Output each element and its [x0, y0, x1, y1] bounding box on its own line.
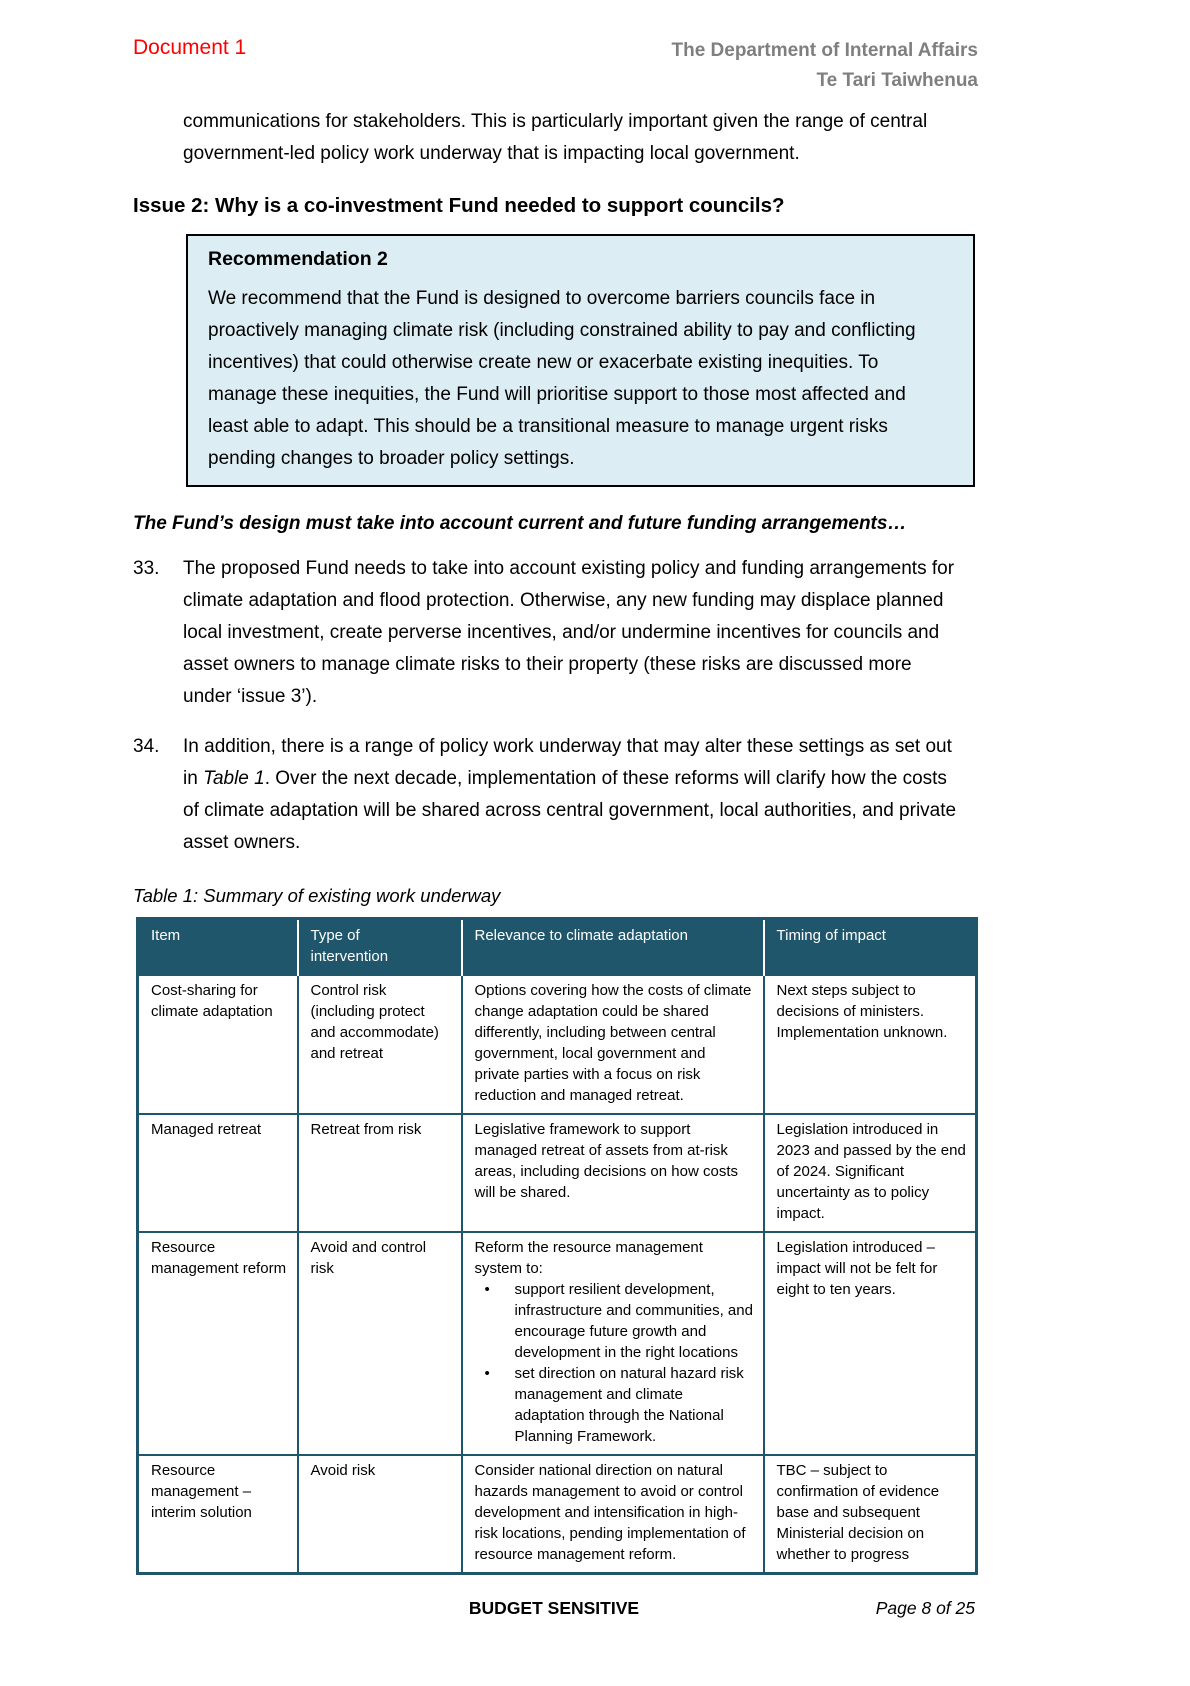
table-row-rm-interim — [138, 1455, 977, 1574]
cell-relevance-intro: Reform the resource management system to: — [474, 1239, 703, 1277]
header-cell-type — [298, 919, 462, 976]
recommendation-text: We recommend that the Fund is designed to overcome barriers councils face in proactively managing climate risk (including constrained ability to pay and conflicting incentives) that could otherwise create new or exacerbate existing inequities. To manage these inequities, the Fund will prioritise support to those most affected and least able to adapt. This should be a transitional measure to manage urgent risks pending changes to broader policy settings. — [208, 288, 916, 469]
issue-heading: Issue 2: Why is a co-investment Fund needed to support councils? — [133, 194, 785, 217]
cell-timing: Next steps subject to decisions of ministers. Implementation unknown. — [764, 975, 977, 1114]
paragraph-33-number: 33. — [133, 558, 160, 579]
funding-arrangements-subheading: The Fund’s design must take into account current and future funding arrangements… — [133, 513, 907, 534]
paragraph-34 — [133, 731, 964, 859]
paragraph-34-number: 34. — [133, 736, 160, 757]
bullet-item: • support resilient development, infrastructure and communities, and encourage future growth and development in the right locations — [475, 1279, 755, 1363]
cell-type: Control risk (including protect and accommodate) and retreat — [298, 975, 462, 1114]
cell-type: Avoid risk — [298, 1455, 462, 1574]
table-header-row — [138, 919, 977, 976]
bullet-item: • set direction on natural hazard risk management and climate adaptation through the National Planning Framework. — [475, 1363, 755, 1447]
header-cell-timing: Timing of impact — [764, 919, 977, 976]
cell-item: Managed retreat — [138, 1114, 298, 1232]
organisation-name-english: The Department of Internal Affairs — [671, 40, 978, 61]
cell-item: Resource management – interim solution — [138, 1455, 298, 1574]
organisation-name — [671, 36, 978, 96]
table-row-cost-sharing — [138, 975, 977, 1114]
table-caption: Table 1: Summary of existing work underway — [133, 885, 501, 906]
paragraph-33 — [133, 553, 964, 713]
classification-label: BUDGET SENSITIVE — [468, 1598, 640, 1618]
table-row-managed-retreat — [138, 1114, 977, 1232]
document-label: Document 1 — [133, 36, 247, 59]
cell-timing: Legislation introduced – impact will not be felt for eight to ten years. — [764, 1232, 977, 1455]
recommendation-title: Recommendation 2 — [208, 248, 388, 270]
cell-relevance: Consider national direction on natural hazards management to avoid or control development and intensification in high-risk locations, pending implementation of resource management reform. — [462, 1455, 764, 1574]
cell-type: Retreat from risk — [298, 1114, 462, 1232]
intro-paragraph: communications for stakeholders. This is particularly important given the range of central government-led policy work underway that is impacting local government. — [183, 111, 928, 164]
paragraph-34-text-before: In addition, there is a range of policy work underway that may alter these settings as set out in — [183, 736, 952, 789]
cell-relevance-bullet-list — [475, 1279, 755, 1447]
existing-work-table — [136, 917, 978, 1575]
page-footer — [133, 1598, 975, 1622]
paragraph-33-text: The proposed Fund needs to take into account existing policy and funding arrangements for climate adaptation and flood protection. Otherwise, any new funding may displace planned local investment, create perverse incentives, and/or undermine incentives for councils and asset owners to manage climate risks to their property (these risks are discussed more under ‘issue 3’). — [183, 558, 955, 707]
paragraph-34-text — [183, 731, 964, 859]
cell-relevance — [462, 1232, 764, 1455]
page-header — [133, 36, 978, 96]
cell-type: Avoid and control risk — [298, 1232, 462, 1455]
cell-timing: TBC – subject to confirmation of evidence base and subsequent Ministerial decision on whether to progress — [764, 1455, 977, 1574]
header-cell-relevance: Relevance to climate adaptation — [462, 919, 764, 976]
table-1-reference: Table 1 — [203, 768, 265, 789]
recommendation-box — [186, 234, 975, 487]
table-row-rm-reform — [138, 1232, 977, 1455]
paragraph-34-text-after: . Over the next decade, implementation of these reforms will clarify how the costs of climate adaptation will be shared across central government, local authorities, and private asset owners. — [183, 768, 957, 853]
cell-relevance: Options covering how the costs of climate change adaptation could be shared differently, including between central government, local government and private parties with a focus on risk reduction and managed retreat. — [462, 975, 764, 1114]
header-cell-item: Item — [138, 919, 298, 976]
header-cell-type-label: Type of intervention — [310, 927, 389, 965]
page-number: Page 8 of 25 — [875, 1598, 975, 1618]
cell-timing: Legislation introduced in 2023 and passed by the end of 2024. Significant uncertainty as to policy impact. — [764, 1114, 977, 1232]
cell-relevance: Legislative framework to support managed retreat of assets from at-risk areas, including decisions on how costs will be shared. — [462, 1114, 764, 1232]
organisation-name-maori: Te Tari Taiwhenua — [816, 70, 978, 91]
cell-item: Cost-sharing for climate adaptation — [138, 975, 298, 1114]
cell-item: Resource management reform — [138, 1232, 298, 1455]
